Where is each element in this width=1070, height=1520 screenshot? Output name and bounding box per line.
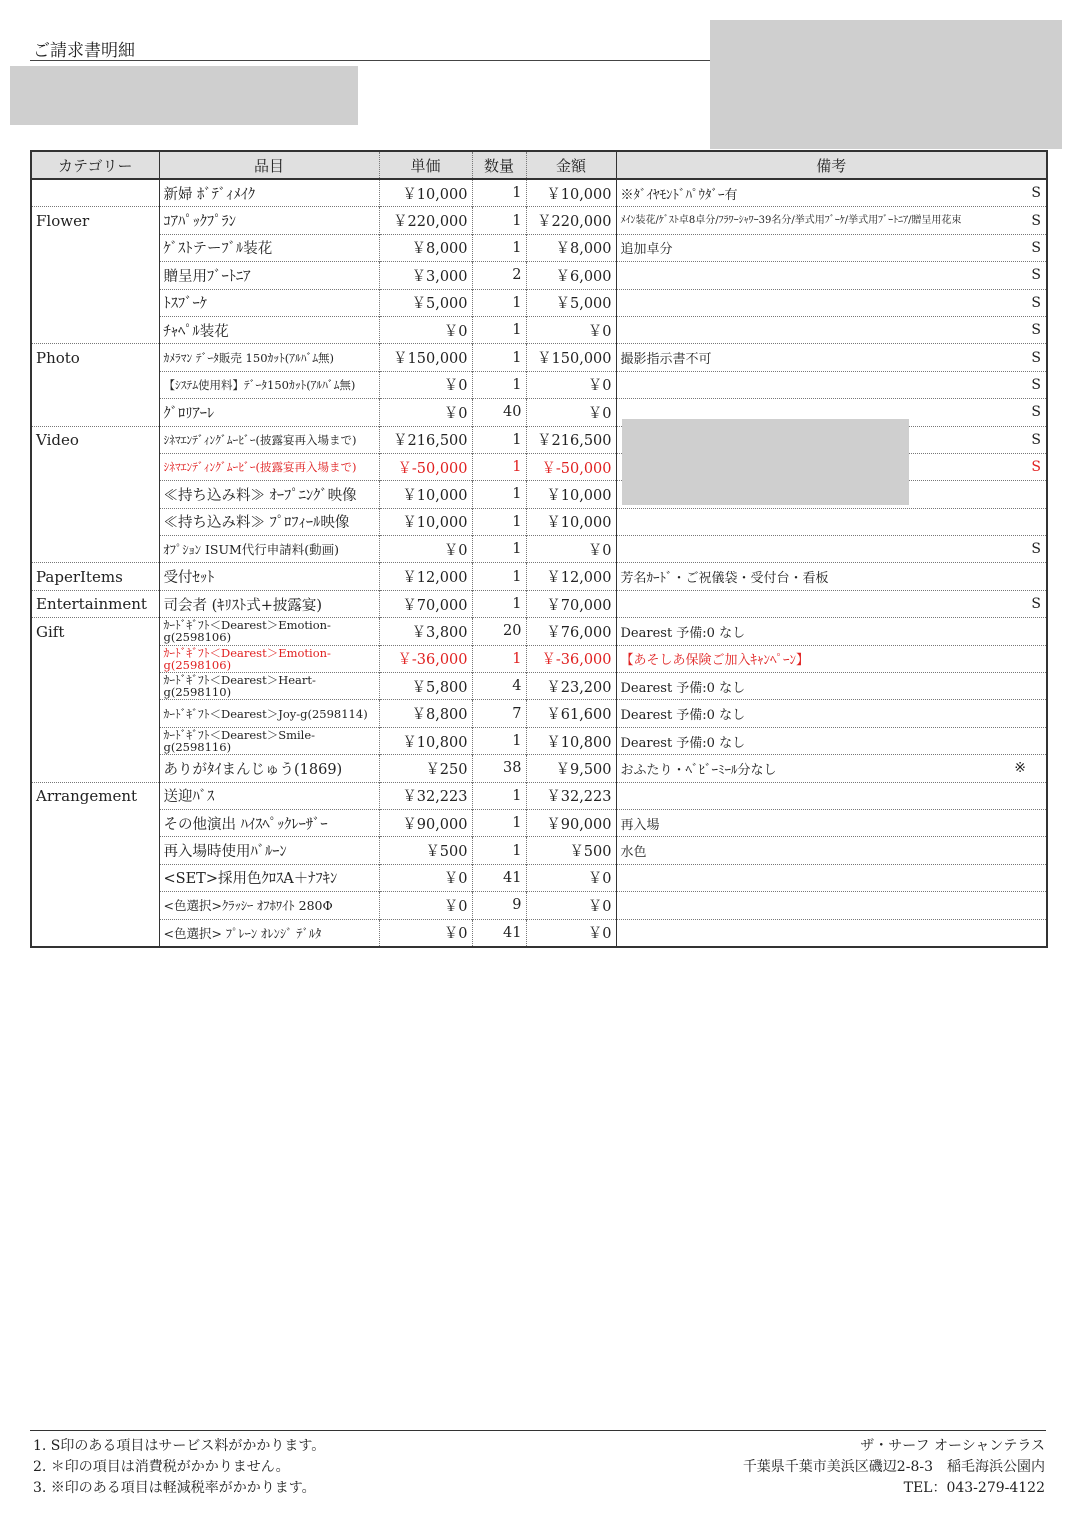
price-cell: ￥-36,000: [379, 645, 472, 672]
qty-cell: 1: [472, 782, 526, 809]
remarks-text: おふたり・ﾍﾞﾋﾞｰﾐｰﾙ分なし: [620, 762, 777, 778]
qty-cell: 41: [472, 919, 526, 947]
footnotes: [33, 1436, 325, 1499]
table-body: [31, 179, 1047, 947]
category-cell: Gift: [31, 618, 159, 645]
price-cell: ￥3,800: [379, 618, 472, 645]
footnote-2: 2. ＊印の項目は消費税がかかりません。: [33, 1459, 290, 1475]
table-row: [31, 371, 1047, 398]
table-row: [31, 809, 1047, 836]
category-cell: Entertainment: [31, 590, 159, 617]
table-row: [31, 700, 1047, 727]
category-cell: PaperItems: [31, 563, 159, 590]
item-cell: ｶｰﾄﾞｷﾞﾌﾄ＜Dearest＞Smile-g(2598116): [159, 727, 379, 754]
category-cell: [31, 755, 159, 782]
service-mark: S: [1031, 267, 1041, 284]
company-address: 千葉県千葉市美浜区磯辺2-8-3 稲毛海浜公園内: [742, 1459, 1045, 1475]
item-cell: ｸﾞﾛﾘｱｰﾚ: [159, 399, 379, 426]
amount-cell: ￥220,000: [526, 207, 616, 234]
category-cell: [31, 179, 159, 207]
item-cell: ≪持ち込み料≫ ﾌﾟﾛﾌｨｰﾙ映像: [159, 508, 379, 535]
remarks-text: ﾒｲﾝ装花/ｹﾞｽﾄ卓8卓分/ﾌﾗﾜｰｼｬﾜｰ39名分/挙式用ﾌﾞｰｹ/挙式用ﾌﾞｰﾄﾆｱ/贈呈用花束: [620, 215, 962, 227]
remarks-text: ※ﾀﾞｲﾔﾓﾝﾄﾞﾊﾟｳﾀﾞｰ有: [620, 187, 738, 203]
amount-cell: ￥6,000: [526, 262, 616, 289]
amount-cell: ￥23,200: [526, 673, 616, 700]
remarks-cell: [616, 371, 1047, 398]
remarks-text: Dearest 予備:0 なし: [620, 680, 746, 696]
category-cell: [31, 508, 159, 535]
item-cell: その他演出 ﾊｲｽﾍﾟｯｸﾚｰｻﾞｰ: [159, 809, 379, 836]
qty-cell: 1: [472, 837, 526, 864]
price-cell: ￥150,000: [379, 344, 472, 371]
item-cell: ≪持ち込み料≫ ｵｰﾌﾟﾆﾝｸﾞ映像: [159, 481, 379, 508]
document-title: ご請求書明細: [33, 41, 135, 61]
category-cell: [31, 892, 159, 919]
qty-cell: 1: [472, 563, 526, 590]
remarks-cell: [616, 590, 1047, 617]
item-cell: <色選択> ﾌﾟﾚｰﾝ ｵﾚﾝｼﾞ ﾃﾞﾙﾀ: [159, 919, 379, 947]
item-cell: 贈呈用ﾌﾞｰﾄﾆｱ: [159, 262, 379, 289]
qty-cell: 1: [472, 508, 526, 535]
redacted-block-video: [622, 419, 909, 505]
item-cell: ﾁｬﾍﾟﾙ装花: [159, 316, 379, 343]
remarks-cell: [616, 207, 1047, 234]
service-mark: S: [1031, 596, 1041, 613]
service-mark: ※: [1014, 760, 1026, 777]
service-mark: S: [1031, 541, 1041, 558]
amount-cell: ￥76,000: [526, 618, 616, 645]
category-cell: [31, 399, 159, 426]
category-cell: [31, 536, 159, 563]
category-cell: [31, 645, 159, 672]
item-cell: ｶｰﾄﾞｷﾞﾌﾄ＜Dearest＞Heart-g(2598110): [159, 673, 379, 700]
header-price: 単価: [379, 151, 472, 179]
price-cell: ￥3,000: [379, 262, 472, 289]
qty-cell: 1: [472, 453, 526, 480]
category-cell: [31, 919, 159, 947]
category-cell: Photo: [31, 344, 159, 371]
remarks-cell: [616, 919, 1047, 947]
amount-cell: ￥0: [526, 316, 616, 343]
price-cell: ￥32,223: [379, 782, 472, 809]
category-cell: [31, 837, 159, 864]
table-row: [31, 727, 1047, 754]
price-cell: ￥0: [379, 371, 472, 398]
redacted-block-right: [710, 20, 1062, 149]
category-cell: [31, 809, 159, 836]
remarks-text: Dearest 予備:0 なし: [620, 625, 746, 641]
amount-cell: ￥12,000: [526, 563, 616, 590]
item-cell: ｶｰﾄﾞｷﾞﾌﾄ＜Dearest＞Emotion-g(2598106): [159, 645, 379, 672]
table-row: [31, 919, 1047, 947]
table-row: [31, 864, 1047, 891]
item-cell: 受付ｾｯﾄ: [159, 563, 379, 590]
header-item: 品目: [159, 151, 379, 179]
table-row: [31, 618, 1047, 645]
table-row: [31, 782, 1047, 809]
remarks-cell: [616, 234, 1047, 261]
amount-cell: ￥-36,000: [526, 645, 616, 672]
amount-cell: ￥10,800: [526, 727, 616, 754]
qty-cell: 20: [472, 618, 526, 645]
company-name: ザ・サーフ オーシャンテラス: [860, 1438, 1045, 1454]
qty-cell: 41: [472, 864, 526, 891]
remarks-cell: [616, 344, 1047, 371]
qty-cell: 1: [472, 289, 526, 316]
remarks-text: Dearest 予備:0 なし: [620, 708, 746, 724]
qty-cell: 1: [472, 234, 526, 261]
redacted-block-left: [10, 66, 358, 125]
qty-cell: 1: [472, 536, 526, 563]
remarks-cell: [616, 563, 1047, 590]
header-category: カテゴリー: [31, 151, 159, 179]
item-cell: 【ｼｽﾃﾑ使用料】ﾃﾞｰﾀ150ｶｯﾄ(ｱﾙﾊﾞﾑ無): [159, 371, 379, 398]
title-divider: [30, 60, 710, 61]
remarks-cell: [616, 892, 1047, 919]
service-mark: S: [1031, 212, 1041, 229]
footnote-1: 1. S印のある項目はサービス料がかかります。: [33, 1438, 326, 1454]
item-cell: ありがﾀｲまんじゅう(1869): [159, 755, 379, 782]
amount-cell: ￥500: [526, 837, 616, 864]
price-cell: ￥12,000: [379, 563, 472, 590]
service-mark: S: [1031, 294, 1041, 311]
amount-cell: ￥150,000: [526, 344, 616, 371]
item-cell: <SET>採用色ｸﾛｽA＋ﾅﾌｷﾝ: [159, 864, 379, 891]
remarks-cell: [616, 262, 1047, 289]
table-row: [31, 645, 1047, 672]
category-cell: [31, 700, 159, 727]
price-cell: ￥-50,000: [379, 453, 472, 480]
category-cell: [31, 316, 159, 343]
amount-cell: ￥0: [526, 371, 616, 398]
category-cell: [31, 727, 159, 754]
category-cell: [31, 481, 159, 508]
qty-cell: 1: [472, 344, 526, 371]
price-cell: ￥10,800: [379, 727, 472, 754]
price-cell: ￥0: [379, 892, 472, 919]
qty-cell: 1: [472, 590, 526, 617]
service-mark: S: [1031, 459, 1041, 476]
table-row: [31, 207, 1047, 234]
item-cell: ｶｰﾄﾞｷﾞﾌﾄ＜Dearest＞Joy-g(2598114): [159, 700, 379, 727]
service-mark: S: [1031, 431, 1041, 448]
amount-cell: ￥10,000: [526, 481, 616, 508]
category-cell: Flower: [31, 207, 159, 234]
service-mark: S: [1031, 239, 1041, 256]
amount-cell: ￥70,000: [526, 590, 616, 617]
table-row: [31, 563, 1047, 590]
price-cell: ￥500: [379, 837, 472, 864]
remarks-text: 追加卓分: [620, 242, 673, 258]
header-amount: 金額: [526, 151, 616, 179]
qty-cell: 9: [472, 892, 526, 919]
category-cell: [31, 289, 159, 316]
item-cell: 新婦 ﾎﾞﾃﾞｨﾒｲｸ: [159, 179, 379, 207]
remarks-cell: [616, 645, 1047, 672]
item-cell: 送迎ﾊﾞｽ: [159, 782, 379, 809]
qty-cell: 1: [472, 316, 526, 343]
amount-cell: ￥0: [526, 399, 616, 426]
remarks-cell: [616, 316, 1047, 343]
amount-cell: ￥61,600: [526, 700, 616, 727]
price-cell: ￥250: [379, 755, 472, 782]
price-cell: ￥10,000: [379, 481, 472, 508]
service-mark: S: [1031, 322, 1041, 339]
price-cell: ￥0: [379, 919, 472, 947]
price-cell: ￥0: [379, 316, 472, 343]
amount-cell: ￥32,223: [526, 782, 616, 809]
price-cell: ￥0: [379, 864, 472, 891]
amount-cell: ￥0: [526, 919, 616, 947]
service-mark: S: [1031, 404, 1041, 421]
remarks-cell: [616, 289, 1047, 316]
category-cell: Arrangement: [31, 782, 159, 809]
remarks-text: Dearest 予備:0 なし: [620, 735, 746, 751]
category-cell: [31, 371, 159, 398]
amount-cell: ￥5,000: [526, 289, 616, 316]
footnote-3: 3. ※印のある項目は軽減税率がかかります。: [33, 1480, 316, 1496]
amount-cell: ￥0: [526, 892, 616, 919]
amount-cell: ￥10,000: [526, 508, 616, 535]
table-row: [31, 673, 1047, 700]
table-row: [31, 262, 1047, 289]
price-cell: ￥10,000: [379, 508, 472, 535]
table-row: [31, 289, 1047, 316]
qty-cell: 40: [472, 399, 526, 426]
price-cell: ￥8,800: [379, 700, 472, 727]
table-row: [31, 536, 1047, 563]
remarks-cell: [616, 837, 1047, 864]
price-cell: ￥5,000: [379, 289, 472, 316]
table-row: [31, 344, 1047, 371]
remarks-cell: [616, 782, 1047, 809]
price-cell: ￥5,800: [379, 673, 472, 700]
item-cell: ｵﾌﾟｼｮﾝ ISUM代行申請料(動画): [159, 536, 379, 563]
price-cell: ￥70,000: [379, 590, 472, 617]
table-row: [31, 590, 1047, 617]
amount-cell: ￥-50,000: [526, 453, 616, 480]
qty-cell: 7: [472, 700, 526, 727]
qty-cell: 1: [472, 371, 526, 398]
footer-divider: [30, 1430, 1046, 1431]
qty-cell: 1: [472, 207, 526, 234]
category-cell: [31, 453, 159, 480]
amount-cell: ￥90,000: [526, 809, 616, 836]
price-cell: ￥8,000: [379, 234, 472, 261]
item-cell: 司会者 (ｷﾘｽﾄ式+披露宴): [159, 590, 379, 617]
qty-cell: 4: [472, 673, 526, 700]
table-row: [31, 179, 1047, 207]
price-cell: ￥220,000: [379, 207, 472, 234]
item-cell: ｶﾒﾗﾏﾝ ﾃﾞｰﾀ販売 150ｶｯﾄ(ｱﾙﾊﾞﾑ無): [159, 344, 379, 371]
category-cell: [31, 864, 159, 891]
qty-cell: 1: [472, 727, 526, 754]
remarks-cell: [616, 727, 1047, 754]
remarks-cell: [616, 809, 1047, 836]
price-cell: ￥0: [379, 399, 472, 426]
remarks-text: 再入場: [620, 817, 660, 833]
table-row: [31, 508, 1047, 535]
remarks-text: 【あそしあ保険ご加入ｷｬﾝﾍﾟｰﾝ】: [620, 653, 810, 669]
company-tel: TEL：043-279-4122: [903, 1480, 1045, 1496]
item-cell: 再入場時使用ﾊﾞﾙｰﾝ: [159, 837, 379, 864]
item-cell: ｼﾈﾏｴﾝﾃﾞｨﾝｸﾞﾑｰﾋﾞｰ(披露宴再入場まで): [159, 426, 379, 453]
price-cell: ￥0: [379, 536, 472, 563]
amount-cell: ￥0: [526, 864, 616, 891]
qty-cell: 1: [472, 426, 526, 453]
remarks-cell: [616, 618, 1047, 645]
amount-cell: ￥8,000: [526, 234, 616, 261]
service-mark: S: [1031, 376, 1041, 393]
service-mark: S: [1031, 185, 1041, 202]
price-cell: ￥216,500: [379, 426, 472, 453]
category-cell: [31, 234, 159, 261]
item-cell: ｼﾈﾏｴﾝﾃﾞｨﾝｸﾞﾑｰﾋﾞｰ(披露宴再入場まで): [159, 453, 379, 480]
amount-cell: ￥216,500: [526, 426, 616, 453]
remarks-cell: [616, 864, 1047, 891]
price-cell: ￥90,000: [379, 809, 472, 836]
remarks-cell: [616, 508, 1047, 535]
price-cell: ￥10,000: [379, 179, 472, 207]
table-row: [31, 316, 1047, 343]
table-row: [31, 234, 1047, 261]
company-info: [743, 1436, 1045, 1499]
qty-cell: 2: [472, 262, 526, 289]
header-qty: 数量: [472, 151, 526, 179]
qty-cell: 38: [472, 755, 526, 782]
amount-cell: ￥0: [526, 536, 616, 563]
remarks-cell: [616, 179, 1047, 207]
remarks-text: 芳名ｶｰﾄﾞ・ご祝儀袋・受付台・看板: [620, 571, 829, 587]
remarks-cell: [616, 755, 1047, 782]
amount-cell: ￥10,000: [526, 179, 616, 207]
category-cell: [31, 262, 159, 289]
item-cell: <色選択>ｸﾗｯｼｰ ｵﾌﾎﾜｲﾄ 280Φ: [159, 892, 379, 919]
table-row: [31, 892, 1047, 919]
invoice-table: [30, 150, 1048, 948]
remarks-cell: [616, 673, 1047, 700]
qty-cell: 1: [472, 645, 526, 672]
item-cell: ｺｱﾊﾟｯｸﾌﾟﾗﾝ: [159, 207, 379, 234]
item-cell: ｹﾞｽﾄテーﾌﾞﾙ装花: [159, 234, 379, 261]
table-row: [31, 755, 1047, 782]
header-remarks: 備考: [616, 151, 1047, 179]
remarks-text: 水色: [620, 845, 647, 861]
amount-cell: ￥9,500: [526, 755, 616, 782]
item-cell: ｶｰﾄﾞｷﾞﾌﾄ＜Dearest＞Emotion-g(2598106): [159, 618, 379, 645]
service-mark: S: [1031, 349, 1041, 366]
qty-cell: 1: [472, 179, 526, 207]
remarks-cell: [616, 536, 1047, 563]
remarks-text: 撮影指示書不可: [620, 352, 712, 368]
remarks-cell: [616, 700, 1047, 727]
table-header-row: [31, 151, 1047, 179]
category-cell: [31, 673, 159, 700]
qty-cell: 1: [472, 481, 526, 508]
item-cell: ﾄｽﾌﾞｰｹ: [159, 289, 379, 316]
category-cell: Video: [31, 426, 159, 453]
qty-cell: 1: [472, 809, 526, 836]
table-row: [31, 837, 1047, 864]
